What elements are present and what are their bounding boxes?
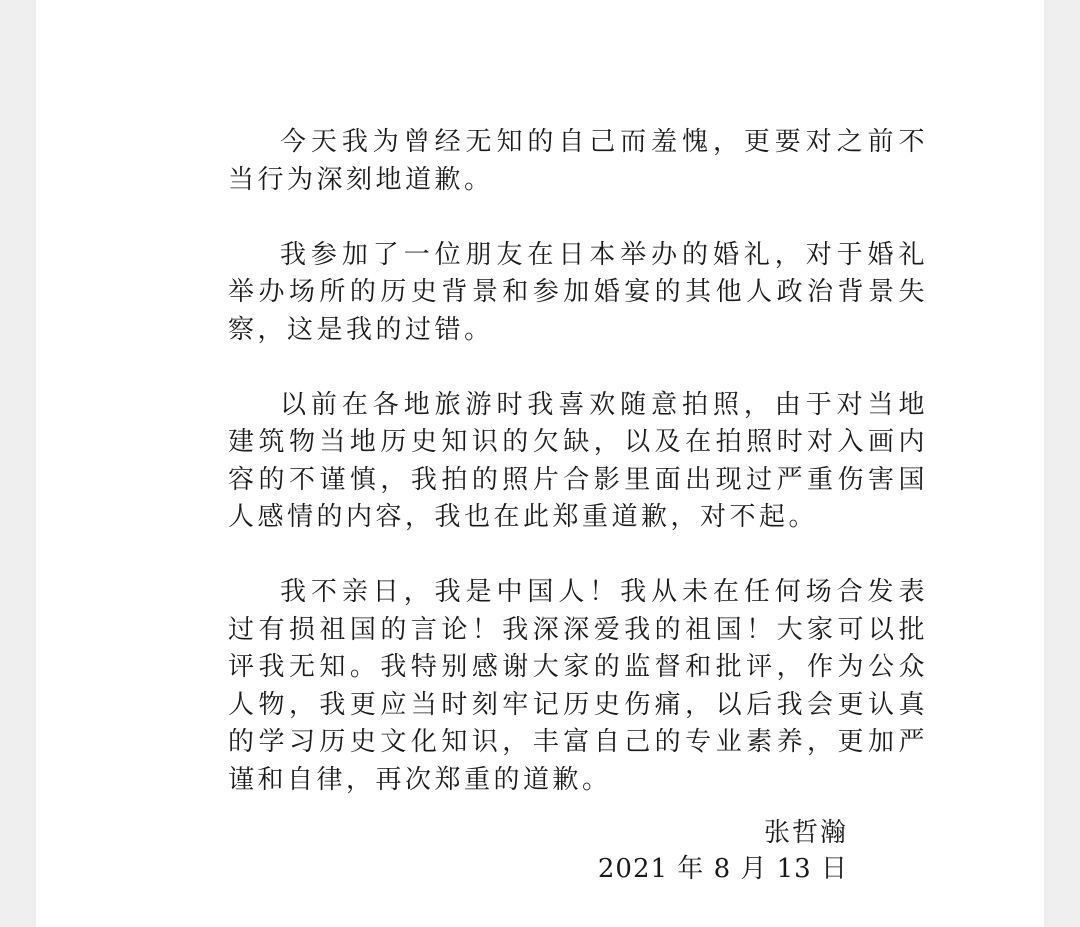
signature-name: 张哲瀚 — [763, 818, 848, 848]
letter-body — [228, 124, 928, 837]
paragraph-2: 我参加了一位朋友在日本举办的婚礼，对于婚礼举办场所的历史背景和参加婚宴的其他人政治背景失察，这是我的过错。 — [228, 239, 928, 345]
paragraph-4: 我不亲日，我是中国人！我从未在任何场合发表过有损祖国的言论！我深深爱我的祖国！大家可以批评我无知。我特别感谢大家的监督和批评，作为公众人物，我更应当时刻牢记历史伤痛，以后我会更认真的学习历史文化知识，丰富自己的专业素养，更加严谨和自律，再次郑重的道歉。 — [228, 577, 928, 795]
document-page — [36, 0, 1044, 927]
paragraph-1: 今天我为曾经无知的自己而羞愧，更要对之前不当行为深刻地道歉。 — [228, 127, 928, 195]
signature-date: 2021 年 8 月 13 日 — [597, 854, 848, 884]
paragraph-3: 以前在各地旅游时我喜欢随意拍照，由于对当地建筑物当地历史知识的欠缺，以及在拍照时对入画内容的不谨慎，我拍的照片合影里面出现过严重伤害国人感情的内容，我也在此郑重道歉，对不起。 — [228, 389, 928, 532]
